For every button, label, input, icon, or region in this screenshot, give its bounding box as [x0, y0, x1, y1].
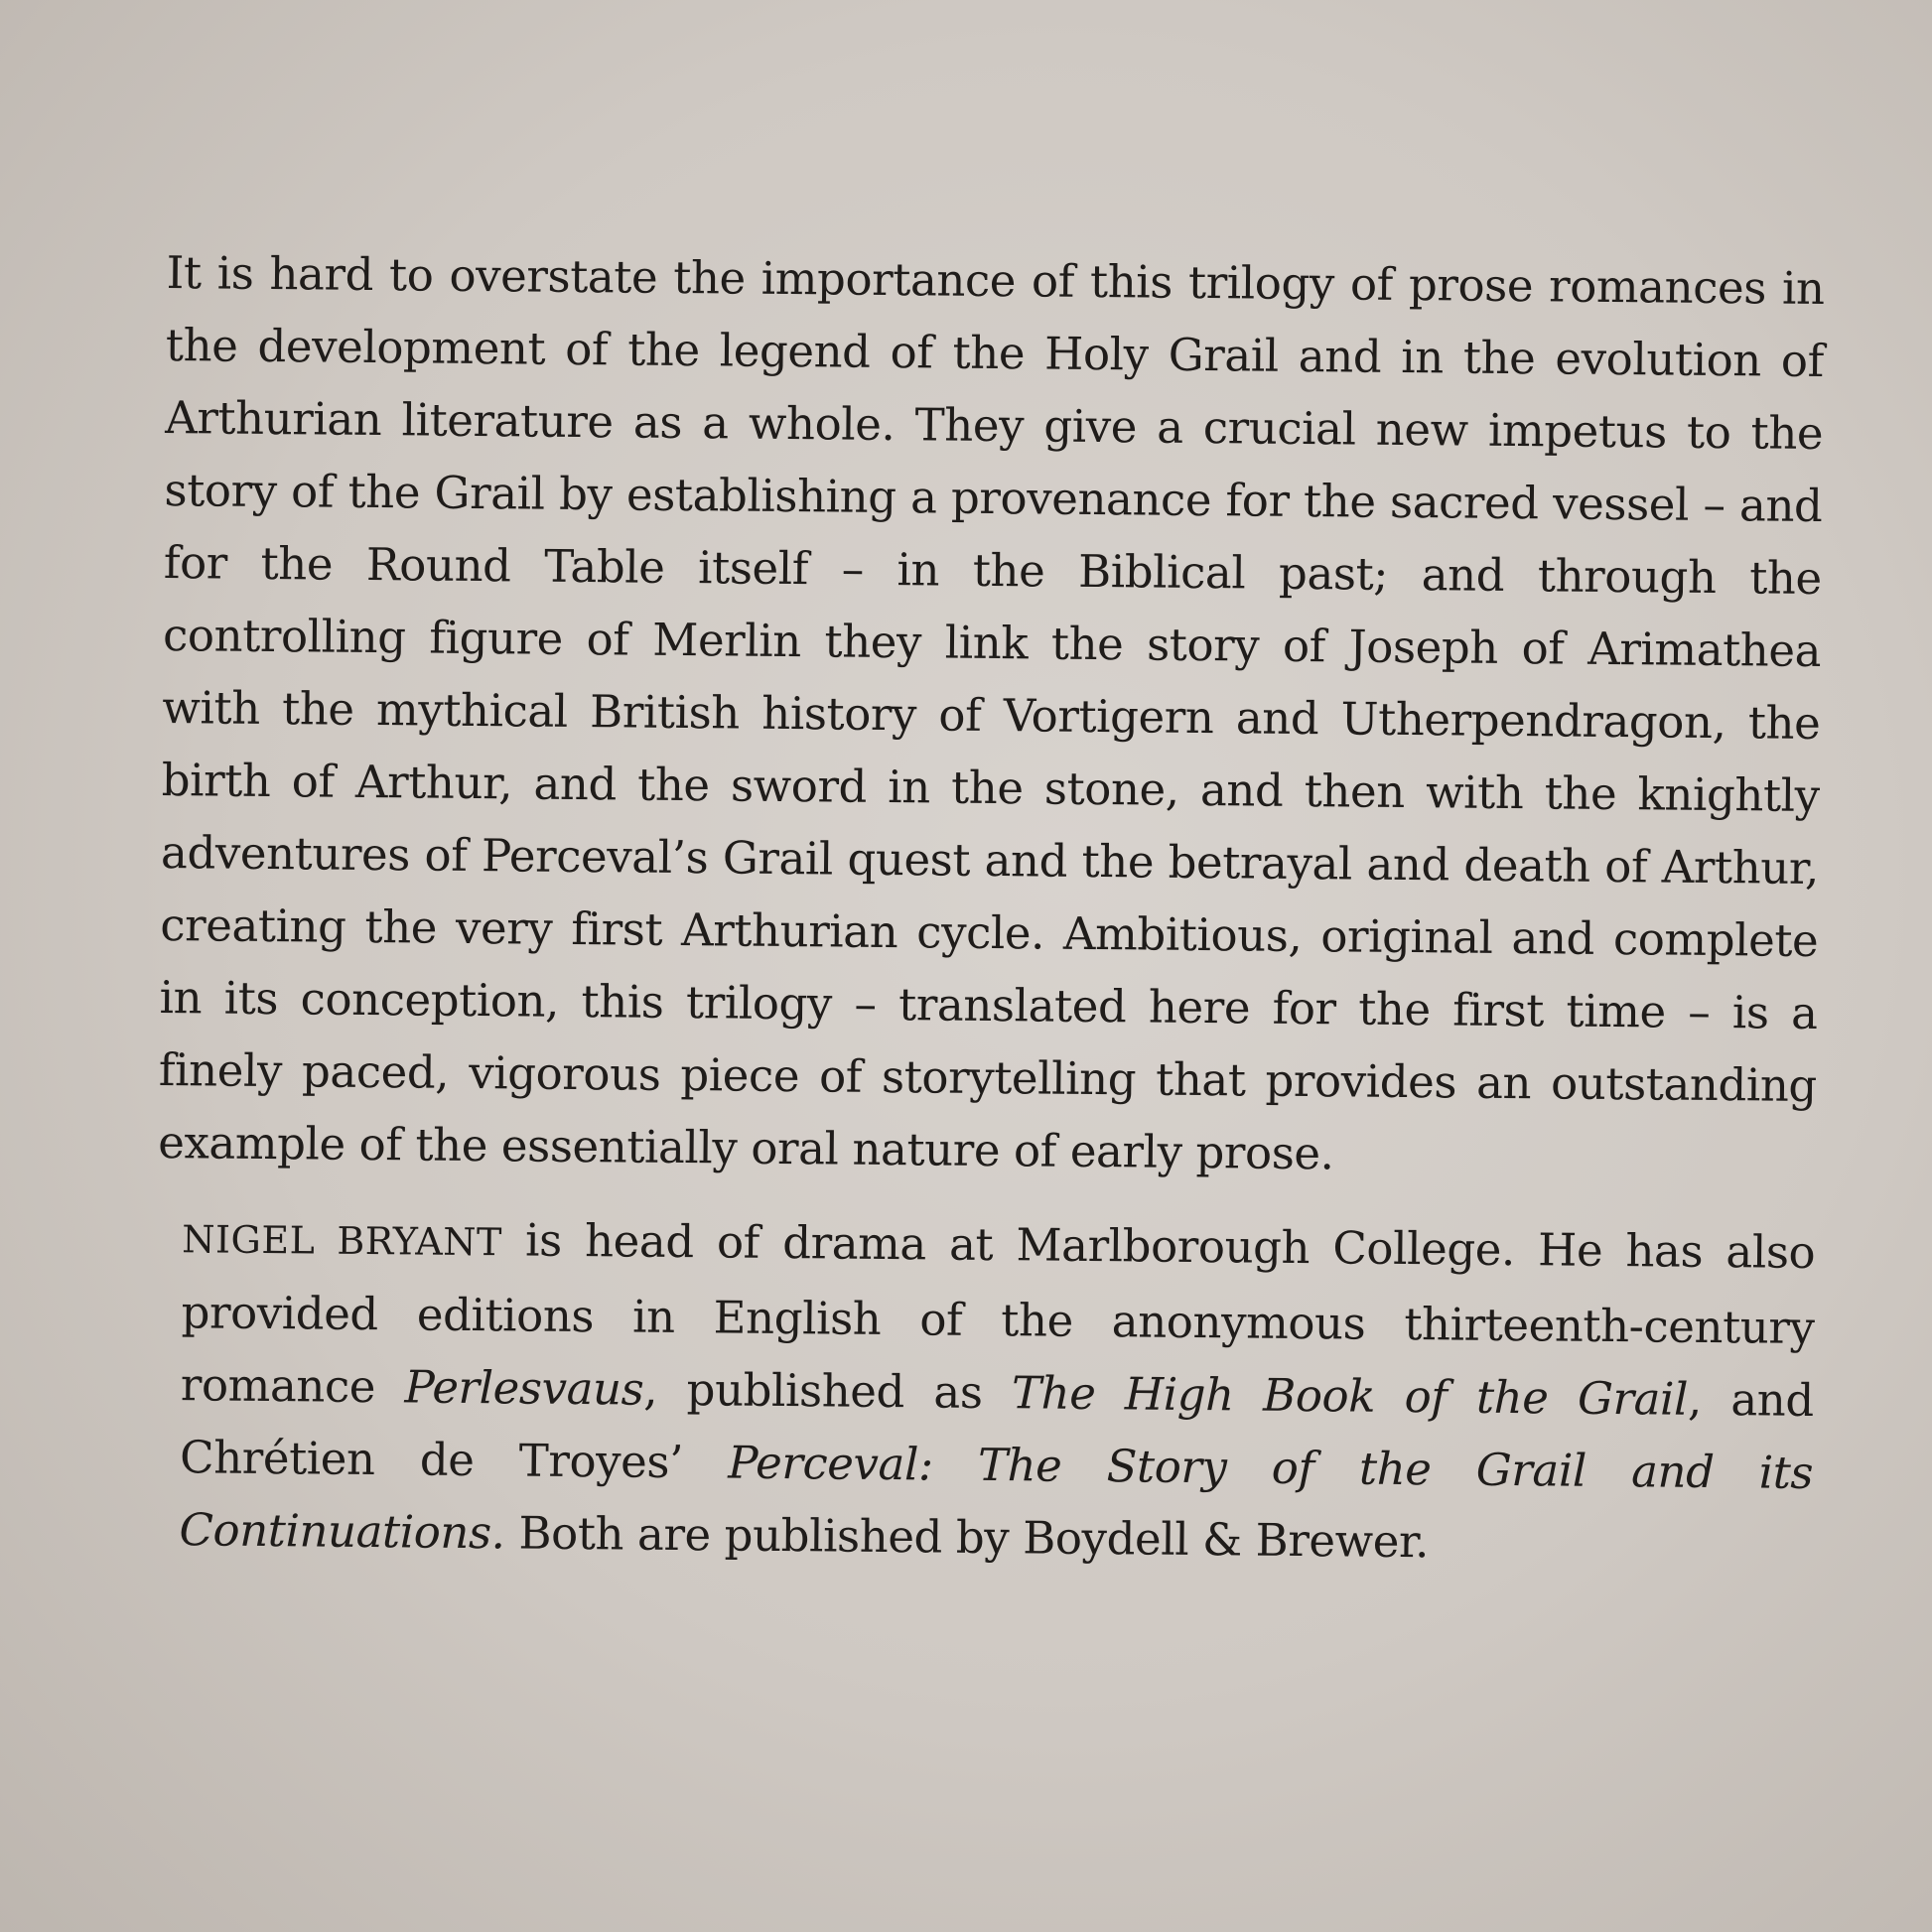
bio-text-3: , and Chrétien de Troyes’ [179, 1372, 1815, 1489]
bio-text-2: , published as [643, 1362, 1013, 1420]
book-title-perceval: Perceval: The Story of the Grail and its Continuations. [179, 1436, 1814, 1560]
author-name: NIGEL BRYANT [182, 1217, 503, 1265]
book-title-perlesvaus: Perlesvaus [404, 1360, 644, 1416]
blurb-text-block [154, 236, 1825, 1582]
book-title-high-book: The High Book of the Grail [1011, 1366, 1689, 1426]
bio-text-1: is head of drama at Marlborough College. He has also provided editions in English of the anonymous thirteenth-century romance [180, 1213, 1816, 1414]
bio-text-4: Both are published by Boydell & Brewer. [504, 1506, 1430, 1569]
description-paragraph: It is hard to overstate the importance of this trilogy of prose romances in the development of the legend of the Holy Grail and in the evolution of Arthurian literature as a whole. They give a crucial new impetus to the story of the Grail by establishing a provenance for the sacred vessel – and for the Round Table itself – in the Biblical past; and through the controlling figure of Merlin they link the story of Joseph of Arimathea with the mythical British history of Vortigern and Utherpendragon, the birth of Arthur, and the sword in the stone, and then with the knightly adventures of Perceval’s Grail quest and the betrayal and death of Arthur, creating the very first Arthurian cycle. Ambitious, original and complete in its conception, this trilogy – translated here for the first time – is a finely paced, vigorous piece of storytelling that provides an outstanding example of the essentially oral nature of early prose. [157, 245, 1825, 1180]
author-bio-paragraph [154, 1200, 1815, 1582]
